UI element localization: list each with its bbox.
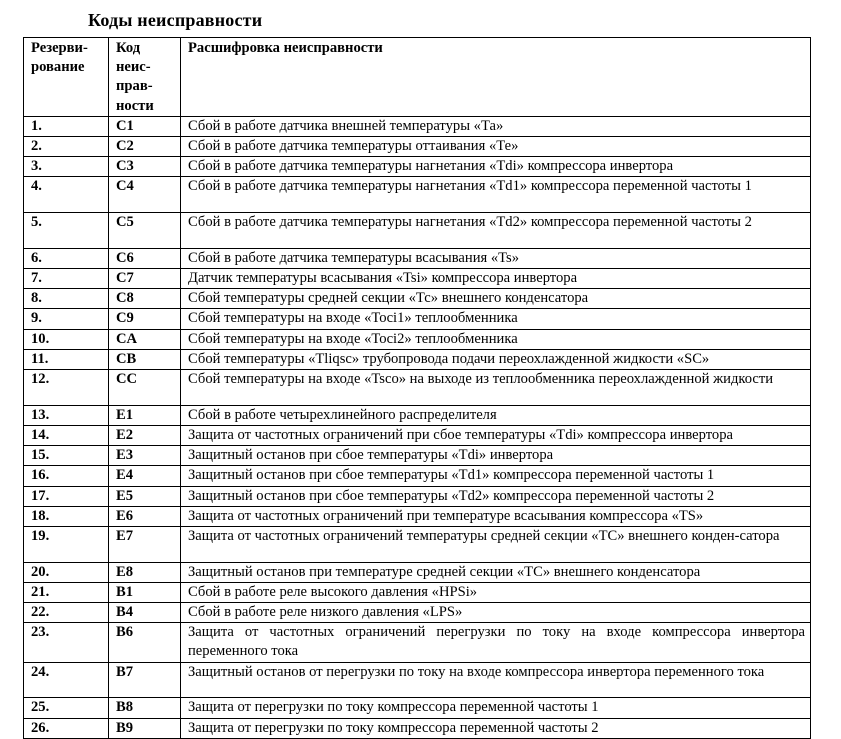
table-row — [24, 623, 811, 662]
fault-code-cell: C1 — [109, 116, 181, 136]
fault-description-cell: Сбой в работе датчика внешней температуры «Та» — [181, 116, 811, 136]
fault-description-cell: Защитный останов от перегрузки по току на входе компрессора инвертора переменного тока — [181, 662, 811, 698]
fault-description-cell: Защита от перегрузки по току компрессора переменной частоты 2 — [181, 718, 811, 738]
row-number-cell: 6. — [24, 248, 109, 268]
fault-description-cell: Защита от частотных ограничений при температуре всасывания компрессора «TS» — [181, 506, 811, 526]
fault-description-cell: Сбой температуры на входе «Toci1» теплообменника — [181, 309, 811, 329]
fault-code-cell: E7 — [109, 526, 181, 562]
table-row — [24, 662, 811, 698]
fault-description-cell: Сбой температуры средней секции «Тс» внешнего конденсатора — [181, 289, 811, 309]
row-number-cell: 12. — [24, 370, 109, 406]
row-number-cell: 1. — [24, 116, 109, 136]
row-number-cell: 26. — [24, 718, 109, 738]
fault-description-cell: Защита от частотных ограничений при сбое температуры «Tdi» компрессора инвертора — [181, 425, 811, 445]
fault-code-cell: CC — [109, 370, 181, 406]
header-fault-code: Код неис-прав-ности — [109, 38, 181, 117]
row-number-cell: 10. — [24, 329, 109, 349]
fault-description-cell: Сбой в работе датчика температуры всасывания «Ts» — [181, 248, 811, 268]
page-title: Коды неисправности — [88, 10, 263, 30]
table-row — [24, 698, 811, 718]
table-row — [24, 446, 811, 466]
fault-code-cell: E1 — [109, 405, 181, 425]
fault-description-cell: Сбой в работе датчика температуры оттаивания «Те» — [181, 137, 811, 157]
table-row — [24, 718, 811, 738]
fault-description-cell: Защита от частотных ограничений перегрузки по току на входе компрессора инвертора переменного тока — [181, 623, 811, 662]
row-number-cell: 8. — [24, 289, 109, 309]
row-number-cell: 7. — [24, 269, 109, 289]
fault-code-cell: C9 — [109, 309, 181, 329]
table-row — [24, 248, 811, 268]
fault-description-cell: Защитный останов при сбое температуры «Tdi» инвертора — [181, 446, 811, 466]
fault-code-cell: C3 — [109, 157, 181, 177]
fault-code-cell: B9 — [109, 718, 181, 738]
header-description: Расшифровка неисправности — [181, 38, 811, 117]
row-number-cell: 14. — [24, 425, 109, 445]
fault-description-cell: Сбой в работе датчика температуры нагнетания «Td2» компрессора переменной частоты 2 — [181, 213, 811, 249]
fault-description-cell: Защитный останов при сбое температуры «Td2» компрессора переменной частоты 2 — [181, 486, 811, 506]
fault-code-cell: C8 — [109, 289, 181, 309]
row-number-cell: 9. — [24, 309, 109, 329]
fault-code-cell: CB — [109, 349, 181, 369]
row-number-cell: 4. — [24, 177, 109, 213]
fault-code-cell: C6 — [109, 248, 181, 268]
table-row — [24, 370, 811, 406]
fault-code-cell: C7 — [109, 269, 181, 289]
fault-code-cell: CA — [109, 329, 181, 349]
row-number-cell: 17. — [24, 486, 109, 506]
fault-description-cell: Защита от частотных ограничений температуры средней секции «ТС» внешнего конден-сатора — [181, 526, 811, 562]
fault-code-cell: B1 — [109, 582, 181, 602]
fault-description-cell: Сбой в работе датчика температуры нагнетания «Tdi» компрессора инвертора — [181, 157, 811, 177]
table-row — [24, 582, 811, 602]
fault-description-cell: Сбой температуры «Tliqsc» трубопровода подачи переохлажденной жидкости «SC» — [181, 349, 811, 369]
table-head — [24, 38, 811, 117]
fault-description-cell: Защитный останов при сбое температуры «Td1» компрессора переменной частоты 1 — [181, 466, 811, 486]
row-number-cell: 5. — [24, 213, 109, 249]
fault-code-cell: E5 — [109, 486, 181, 506]
table-row — [24, 603, 811, 623]
table-row — [24, 329, 811, 349]
fault-description-cell: Сбой в работе реле высокого давления «HPSi» — [181, 582, 811, 602]
row-number-cell: 11. — [24, 349, 109, 369]
fault-code-cell: E3 — [109, 446, 181, 466]
fault-description-cell: Сбой температуры на входе «Toci2» теплообменника — [181, 329, 811, 349]
table-row — [24, 425, 811, 445]
row-number-cell: 24. — [24, 662, 109, 698]
row-number-cell: 18. — [24, 506, 109, 526]
header-reservation: Резерви-рование — [24, 38, 109, 117]
fault-description-cell: Сбой в работе четырехлинейного распределителя — [181, 405, 811, 425]
row-number-cell: 22. — [24, 603, 109, 623]
fault-description-cell: Сбой температуры на входе «Tsco» на выходе из теплообменника переохлажденной жидкости — [181, 370, 811, 406]
table-row — [24, 289, 811, 309]
fault-description-cell: Сбой в работе реле низкого давления «LPS» — [181, 603, 811, 623]
fault-code-cell: C2 — [109, 137, 181, 157]
row-number-cell: 2. — [24, 137, 109, 157]
table-row — [24, 349, 811, 369]
table-row — [24, 466, 811, 486]
table-row — [24, 506, 811, 526]
fault-description-cell: Защитный останов при температуре средней секции «ТС» внешнего конденсатора — [181, 562, 811, 582]
table-row — [24, 137, 811, 157]
table-row — [24, 562, 811, 582]
table-row — [24, 269, 811, 289]
table-body — [24, 116, 811, 738]
fault-code-cell: E6 — [109, 506, 181, 526]
fault-description-cell: Сбой в работе датчика температуры нагнетания «Td1» компрессора переменной частоты 1 — [181, 177, 811, 213]
fault-description-cell: Датчик температуры всасывания «Tsi» компрессора инвертора — [181, 269, 811, 289]
table-row — [24, 405, 811, 425]
row-number-cell: 15. — [24, 446, 109, 466]
table-row — [24, 177, 811, 213]
row-number-cell: 20. — [24, 562, 109, 582]
fault-description-cell: Защита от перегрузки по току компрессора переменной частоты 1 — [181, 698, 811, 718]
table-row — [24, 157, 811, 177]
fault-code-cell: E8 — [109, 562, 181, 582]
row-number-cell: 25. — [24, 698, 109, 718]
table-header-row — [24, 38, 811, 117]
row-number-cell: 23. — [24, 623, 109, 662]
table-row — [24, 486, 811, 506]
fault-codes-table — [23, 37, 811, 739]
table-row — [24, 309, 811, 329]
fault-code-cell: B8 — [109, 698, 181, 718]
table-row — [24, 526, 811, 562]
fault-code-cell: E4 — [109, 466, 181, 486]
row-number-cell: 21. — [24, 582, 109, 602]
row-number-cell: 13. — [24, 405, 109, 425]
table-row — [24, 213, 811, 249]
row-number-cell: 19. — [24, 526, 109, 562]
fault-code-cell: C5 — [109, 213, 181, 249]
table-row — [24, 116, 811, 136]
fault-code-cell: E2 — [109, 425, 181, 445]
row-number-cell: 3. — [24, 157, 109, 177]
fault-code-cell: B6 — [109, 623, 181, 662]
fault-code-cell: B4 — [109, 603, 181, 623]
fault-code-cell: B7 — [109, 662, 181, 698]
fault-code-cell: C4 — [109, 177, 181, 213]
row-number-cell: 16. — [24, 466, 109, 486]
